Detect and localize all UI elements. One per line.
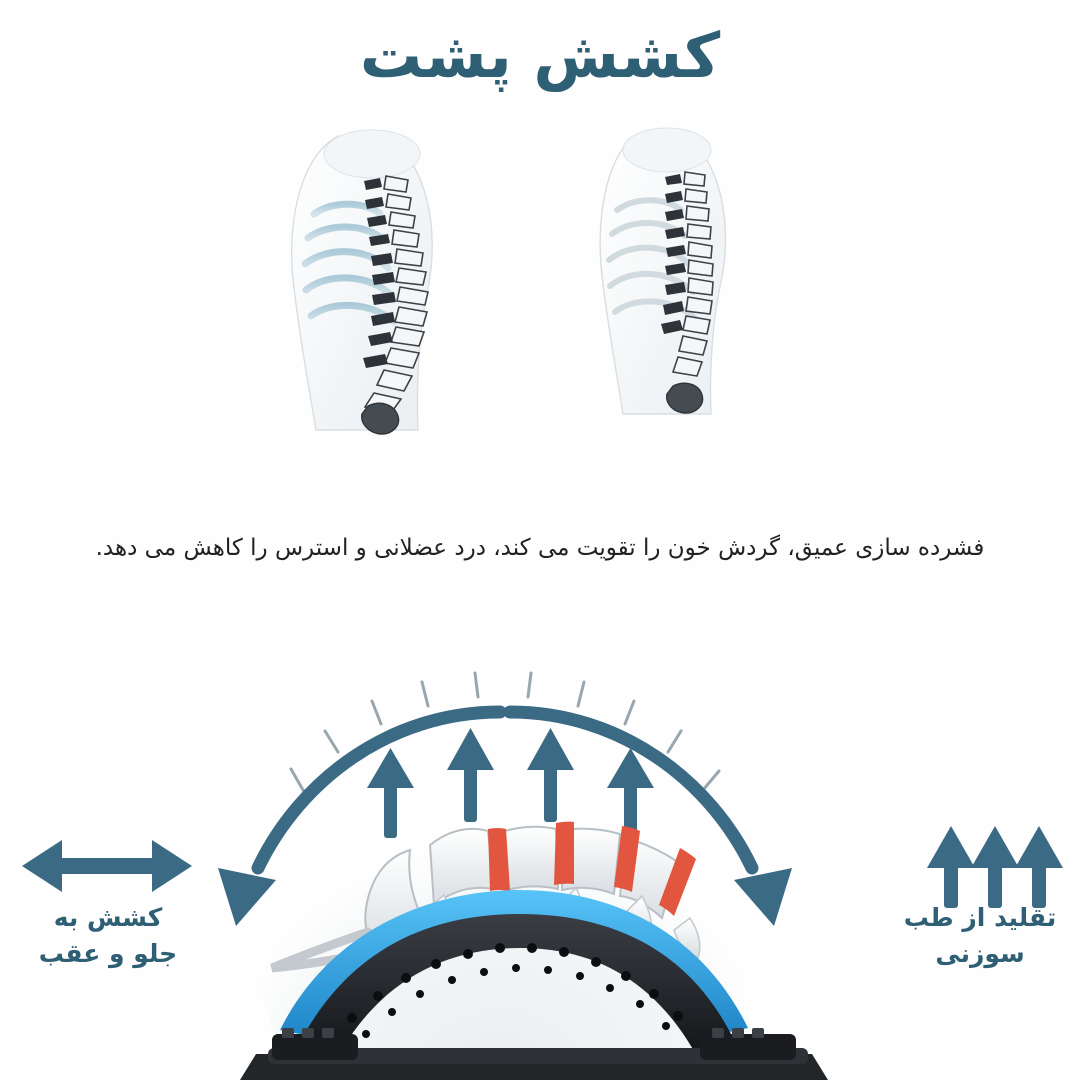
double-headed-horizontal-arrow-icon <box>22 840 192 892</box>
spine-side-view-curved-icon <box>268 118 508 448</box>
stretcher-diagram-illustration <box>0 630 1080 1080</box>
right-feature-label: تقلید از طب سوزنی <box>903 903 1057 969</box>
page-title: کشش پشت <box>359 19 721 92</box>
spine-side-view-straight-icon <box>575 118 795 428</box>
anatomy-illustration <box>0 118 1080 458</box>
description-text: فشرده سازی عمیق، گردش خون را تقویت می کند، درد عضلانی و استرس را کاهش می دهد. <box>95 535 985 561</box>
three-up-arrows-icon <box>927 826 1063 908</box>
left-feature-label: کشش به جلو و عقب <box>38 903 178 969</box>
bottom-diagram <box>0 630 1080 1080</box>
